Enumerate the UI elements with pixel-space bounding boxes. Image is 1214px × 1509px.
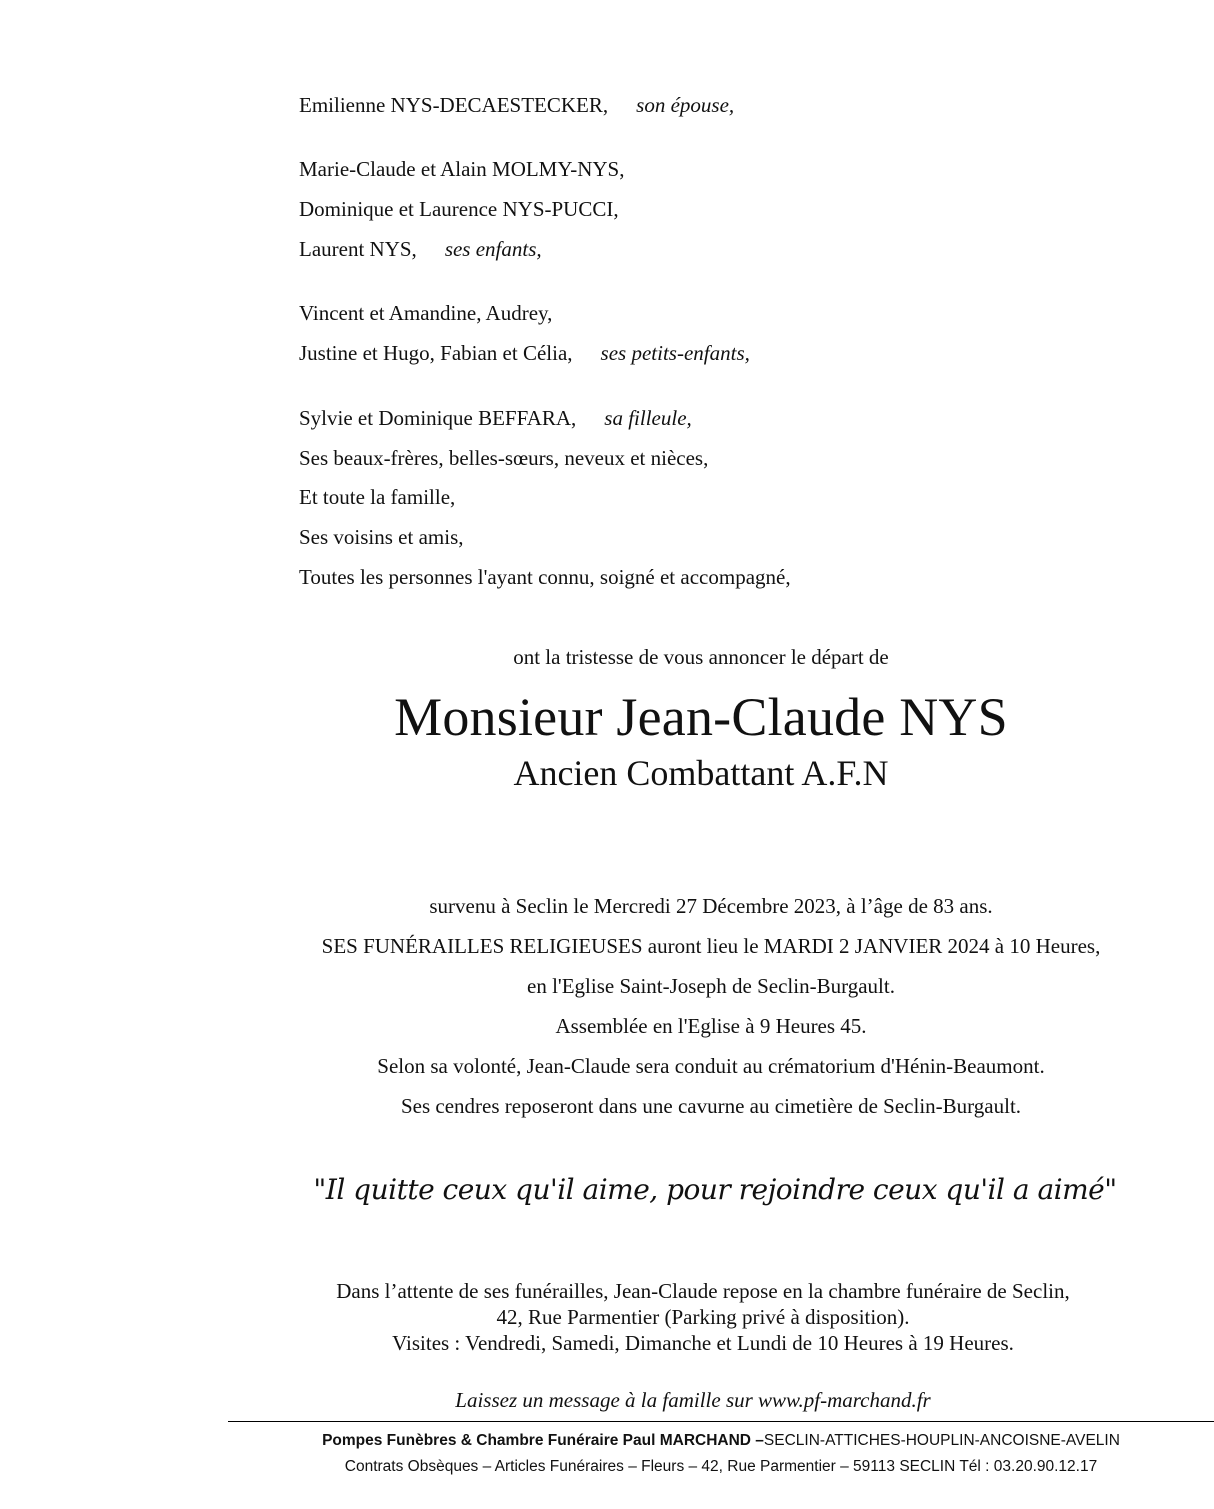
- family-name: Ses beaux-frères, belles-sœurs, neveux et nièces,: [299, 446, 709, 470]
- visiting-hours: Visites : Vendredi, Samedi, Dimanche et Lundi de 10 Heures à 19 Heures.: [392, 1331, 1014, 1355]
- rest-location: Dans l’attente de ses funérailles, Jean-Claude repose en la chambre funéraire de Seclin,: [336, 1279, 1070, 1303]
- family-name: Vincent et Amandine, Audrey,: [299, 301, 553, 325]
- deceased-title: Ancien Combattant A.F.N: [513, 753, 889, 793]
- family-line-child: [299, 236, 542, 262]
- footer-divider: [228, 1421, 1214, 1422]
- family-line-relatives: [299, 484, 455, 510]
- announcement-intro: ont la tristesse de vous annoncer le départ de: [513, 645, 889, 669]
- family-line-grandchildren: [299, 300, 552, 326]
- family-line-spouse: [299, 92, 734, 118]
- family-role: ses petits-enfants,: [600, 341, 750, 365]
- ashes-info: Ses cendres reposeront dans une cavurne au cimetière de Seclin-Burgault.: [400, 1094, 1022, 1118]
- footer-company-line: [0, 1431, 1214, 1451]
- family-line-goddaughter: [299, 405, 692, 431]
- assembly-time: Assemblée en l'Eglise à 9 Heures 45.: [555, 1014, 867, 1038]
- family-line-child: [299, 196, 619, 222]
- condolence-message-link[interactable]: Laissez un message à la famille sur www.pf-marchand.fr: [455, 1388, 931, 1412]
- footer-locations: SECLIN-ATTICHES-HOUPLIN-ANCOISNE-AVELIN: [763, 1432, 1120, 1449]
- family-line-friends: [299, 524, 464, 550]
- family-role: sa filleule,: [604, 406, 692, 430]
- family-name: Marie-Claude et Alain MOLMY-NYS,: [299, 157, 625, 181]
- funeral-details: SES FUNÉRAILLES RELIGIEUSES auront lieu le MARDI 2 JANVIER 2024 à 10 Heures,: [321, 934, 1101, 958]
- family-line-relatives: [299, 445, 708, 471]
- family-line-others: [299, 564, 791, 590]
- family-line-child: [299, 156, 624, 182]
- family-name: Dominique et Laurence NYS-PUCCI,: [299, 197, 619, 221]
- deceased-name: Monsieur Jean-Claude NYS: [394, 687, 1008, 747]
- family-name: Toutes les personnes l'ayant connu, soigné et accompagné,: [299, 565, 791, 589]
- footer-services: Contrats Obsèques – Articles Funéraires – Fleurs – 42, Rue Parmentier – 59113 SECLIN Tél : 03.20.90.12.17: [344, 1458, 1098, 1475]
- memorial-quote: "Il quitte ceux qu'il aime, pour rejoindre ceux qu'il a aimé": [313, 1173, 1117, 1206]
- family-name: Ses voisins et amis,: [299, 525, 464, 549]
- family-role: ses enfants,: [444, 237, 542, 261]
- crematorium-info: Selon sa volonté, Jean-Claude sera conduit au crématorium d'Hénin-Beaumont.: [377, 1054, 1045, 1078]
- family-name: Sylvie et Dominique BEFFARA,: [299, 406, 577, 430]
- family-role: son épouse,: [636, 93, 735, 117]
- death-details: survenu à Seclin le Mercredi 27 Décembre 2023, à l’âge de 83 ans.: [429, 894, 993, 918]
- family-line-grandchildren: [299, 340, 750, 366]
- church-location: en l'Eglise Saint-Joseph de Seclin-Burgault.: [527, 974, 895, 998]
- rest-address: 42, Rue Parmentier (Parking privé à disposition).: [496, 1305, 910, 1329]
- footer-company: Pompes Funèbres & Chambre Funéraire Paul MARCHAND –: [322, 1432, 764, 1449]
- family-name: Et toute la famille,: [299, 485, 456, 509]
- family-name: Laurent NYS,: [299, 237, 417, 261]
- family-name: Justine et Hugo, Fabian et Célia,: [299, 341, 573, 365]
- family-name: Emilienne NYS-DECAESTECKER,: [299, 93, 609, 117]
